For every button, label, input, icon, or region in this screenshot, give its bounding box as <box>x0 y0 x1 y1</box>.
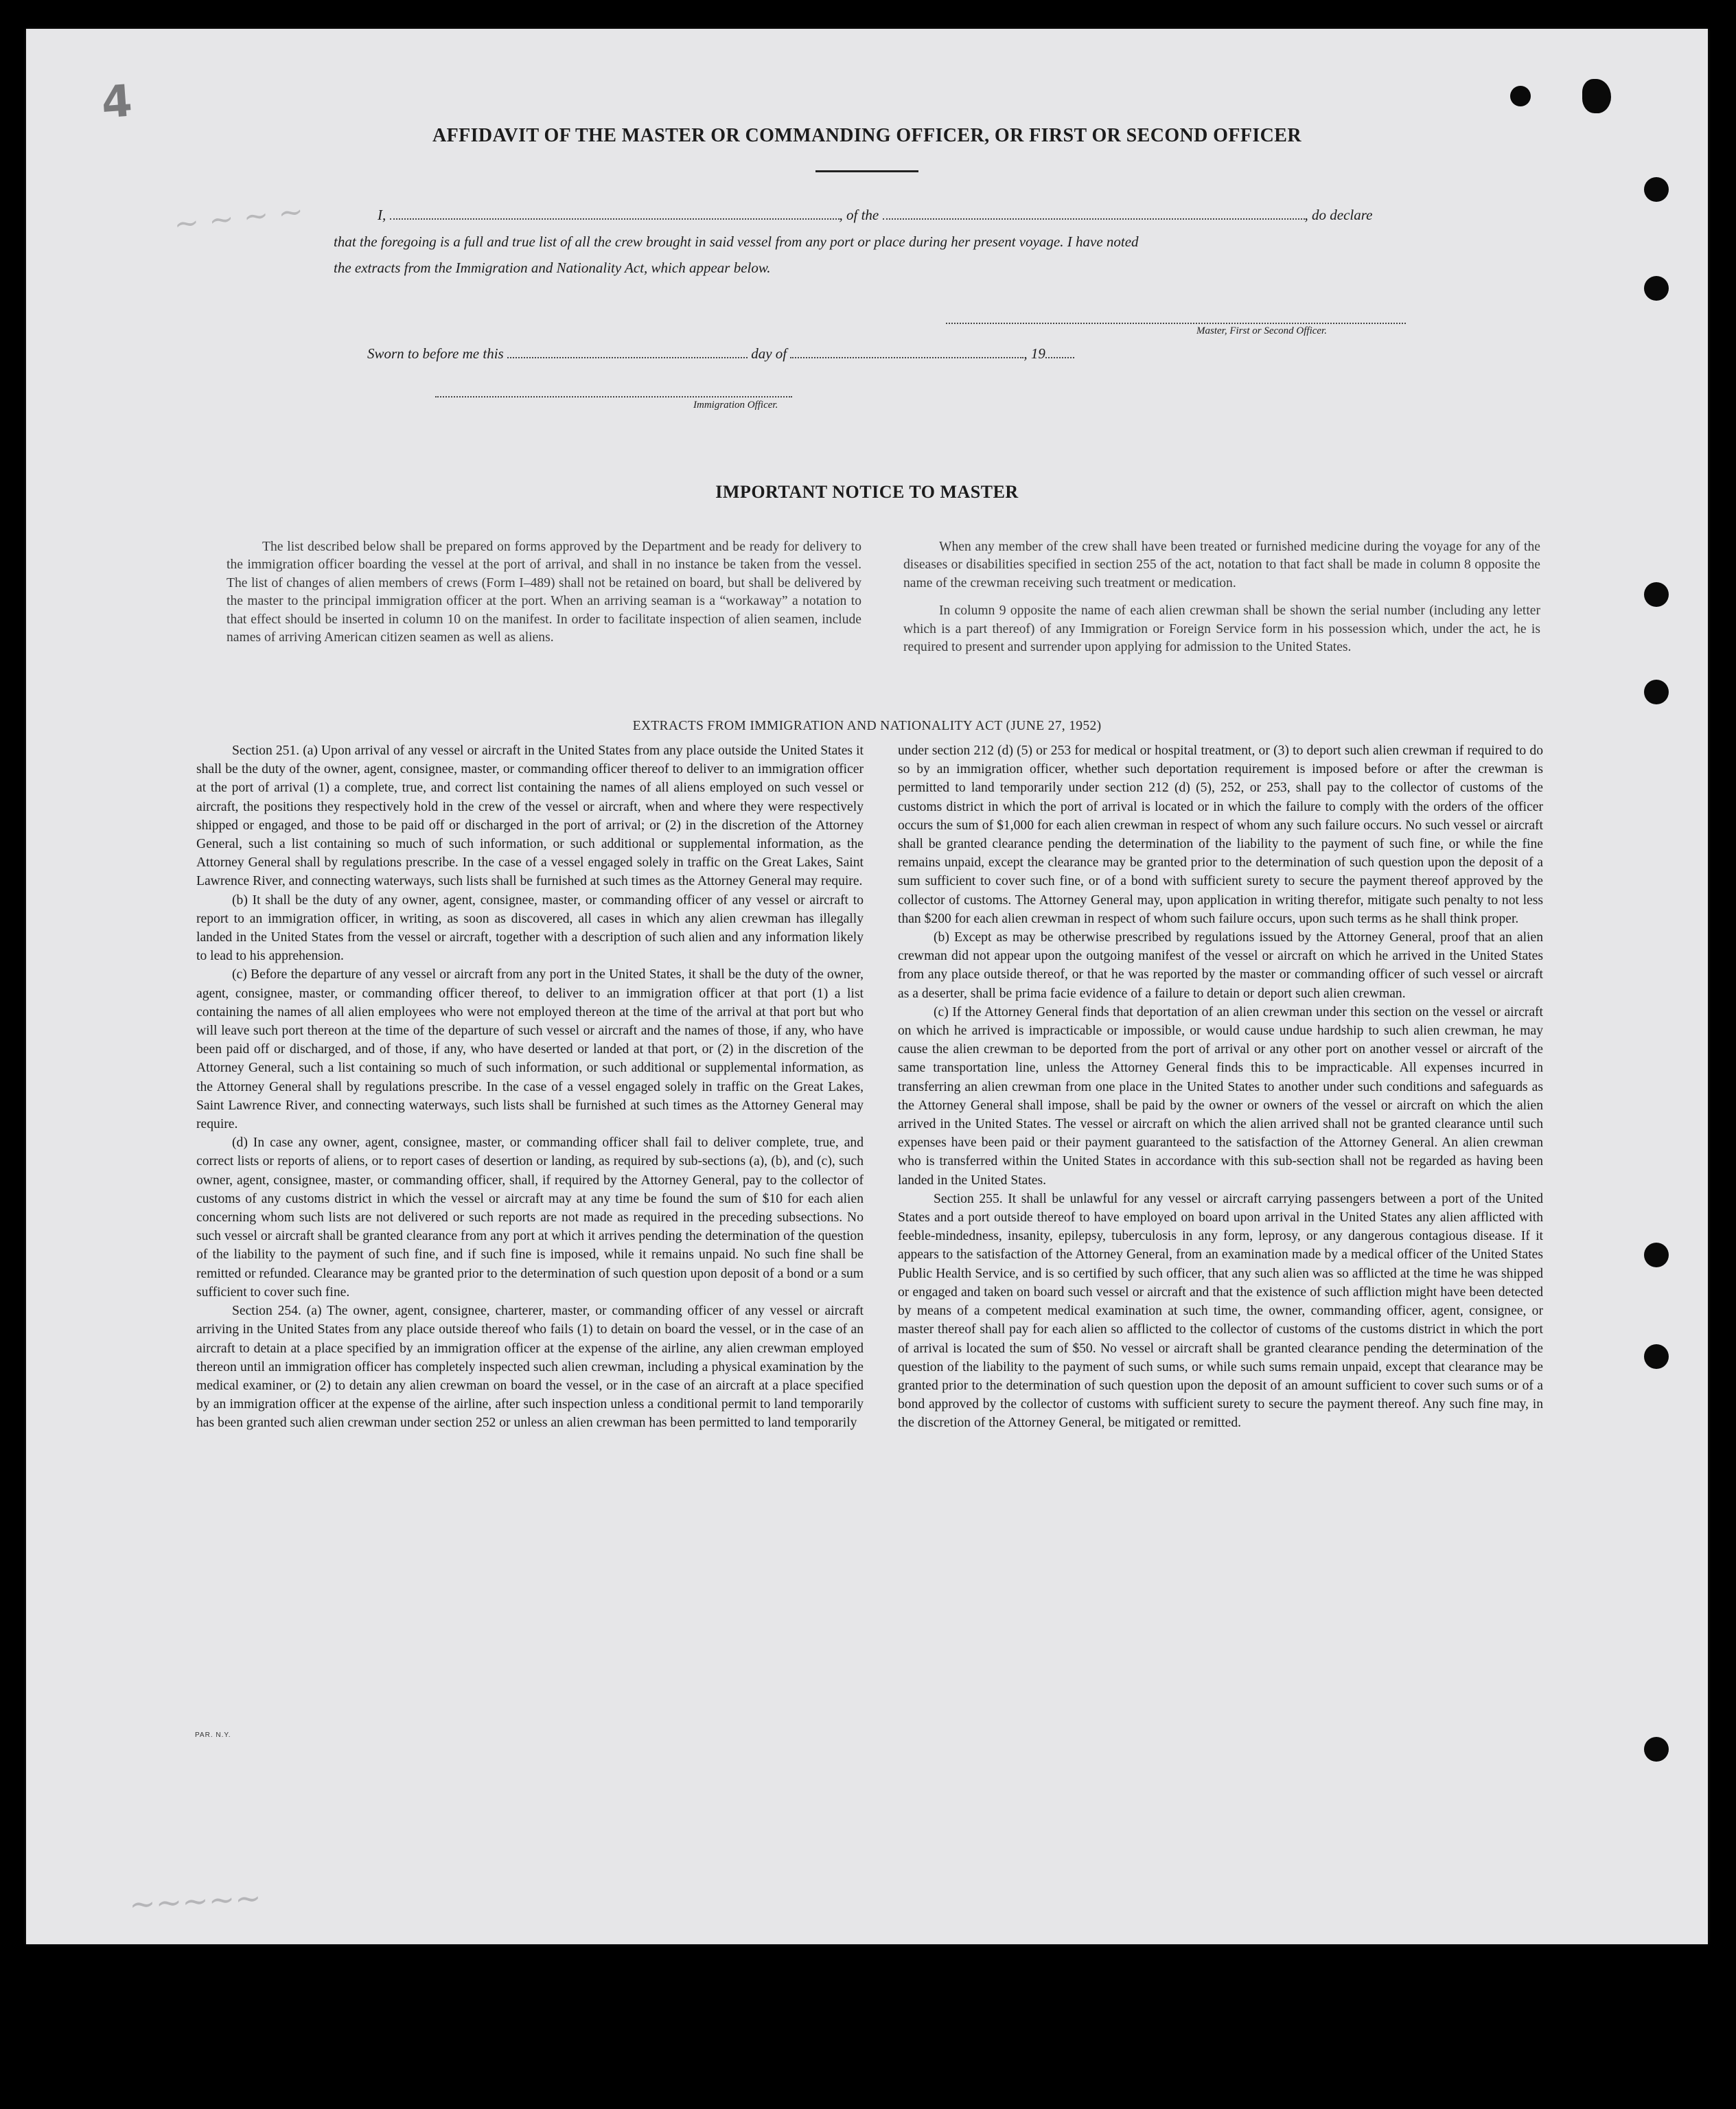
sworn-line <box>367 345 1074 362</box>
notice-paragraph: The list described below shall be prepared on forms approved by the Department and be ready for delivery to the immigration officer boarding the vessel at the port of arrival, and shall in no instance be taken from the vessel. The list of changes of alien members of crews (Form I–489) shall not be retained on board, but shall be delivered by the master to the principal immigration officer at the port. When an arriving seaman is a “workaway” a notation to that effect should be inserted in column 10 on the manifest. In order to facilitate inspection of alien seamen, include names of arriving American citizen seamen as well as aliens. <box>227 540 861 645</box>
notice-paragraph: When any member of the crew shall have been treated or furnished medicine during the voyage for any of the diseases or disabilities specified in section 255 of the act, notation to that fact shall be made in column 8 opposite the name of the crewman receiving such treatment or medication. <box>903 540 1540 590</box>
punch-hole <box>1644 1344 1669 1369</box>
master-signature-line[interactable] <box>946 323 1406 324</box>
extracts-right-column <box>898 741 1543 1433</box>
section-251-b: (b) It shall be the duty of any owner, agent, consignee, master, or commanding officer of any vessel or aircraft to report to an immigration officer, in writing, as soon as discovered, all cases in which any alien crewman has illegally landed in the United States from the vessel or aircraft, together with a description of such alien and any information likely to lead to his apprehension. <box>196 892 864 964</box>
notice-left-column <box>227 538 861 656</box>
punch-hole <box>1644 276 1669 301</box>
declarant-prefix: I, <box>378 207 386 223</box>
notice-paragraph: In column 9 opposite the name of each alien crewman shall be shown the serial number (including any letter which is a part thereof) of any Immigration or Foreign Service form in his possession which, under the act, he is required to present and surrender upon applying for admission to the United States. <box>903 603 1540 655</box>
section-251-a: Section 251. (a) Upon arrival of any vessel or aircraft in the United States from any place outside the United States it shall be the duty of the owner, agent, consignee, master, or commanding officer thereof to deliver to an immigration officer at the port of arrival (1) a complete, true, and correct list containing the names of all aliens employed on such vessel or aircraft, the positions they respectively hold in the crew of the vessel or aircraft, when and where they were respectively shipped or engaged, and those to be paid off or discharged in the port of arrival; or (2) in the discretion of the Attorney General, such a list containing so much of such information, or such additional or supplemental information, as the Attorney General shall by regulations prescribe. In the case of a vessel engaged solely in traffic on the Great Lakes, Saint Lawrence River, and connecting waterways, such lists shall be furnished at such times as the Attorney General may require. <box>196 744 864 889</box>
punch-hole <box>1644 1737 1669 1762</box>
notice-right-column <box>903 538 1540 666</box>
punch-hole <box>1644 680 1669 704</box>
punch-hole <box>1644 177 1669 202</box>
title-divider <box>815 170 918 172</box>
pencil-annotation: ~ ~ ~ ~ <box>172 194 305 242</box>
affidavit-title: AFFIDAVIT OF THE MASTER OR COMMANDING OFFICER, OR FIRST OR SECOND OFFICER <box>432 125 1301 146</box>
declarant-name-field[interactable] <box>390 206 840 220</box>
printer-mark: PAR. N.Y. <box>195 1731 231 1739</box>
sworn-label: Sworn to before me this <box>367 345 504 362</box>
section-255: Section 255. It shall be unlawful for any vessel or aircraft carrying passengers between a port of the United States and a port outside thereof to have employed on board upon arrival in the United States any alien afflicted with feeble-mindedness, insanity, epilepsy, tuberculosis in any form, leprosy, or any dangerous contagious disease. If it appears to the satisfaction of the Attorney General, from an examination made by a medical officer of the United States Public Health Service, and is so certified by such officer, that any such alien was so afflicted at the time he was shipped or engaged and taken on board such vessel or aircraft and that the existence of such affliction might have been detected by means of a competent medical examination at such time, the owner, commanding officer, agent, consignee, or master thereof shall pay for each alien so afflicted to the collector of customs of the customs district in which the port of arrival is located the sum of $50. No vessel or aircraft shall be granted clearance pending the determination of the question of the liability to the payment of such sums, or while such sums remain unpaid, except that clearance may be granted prior to the determination of such question upon the deposit of an amount sufficient to cover such sums or of a bond approved by the collector of customs with sufficient surety to secure the payment thereof. Any such fine may, in the discretion of the Attorney General, be mitigated or remitted. <box>898 1191 1543 1431</box>
punch-hole <box>1644 582 1669 607</box>
pencil-annotation: ~~~~~ <box>128 1878 262 1924</box>
affidavit-text-line: the extracts from the Immigration and Nationality Act, which appear below. <box>334 260 771 276</box>
immigration-officer-label: Immigration Officer. <box>693 400 778 411</box>
section-254-a: Section 254. (a) The owner, agent, consignee, charterer, master, or commanding officer of any vessel or aircraft arriving in the United States from any place outside thereof who fails (1) to detain on board the vessel, or in the case of an aircraft to detain at a place specified by an immigration officer at the expense of the airline, any alien crewman employed thereon until an immigration officer has completely inspected such alien crewman, including a physical examination by the medical examiner, or (2) to detain any alien crewman on board the vessel, or in the case of an aircraft at a place specified by an immigration officer at the expense of the airline, after such inspection unless a conditional permit to land temporarily has been granted such alien crewman under section 252 or unless an alien crewman has been permitted to land temporarily <box>196 1304 864 1431</box>
extracts-heading: EXTRACTS FROM IMMIGRATION AND NATIONALITY ACT (JUNE 27, 1952) <box>632 719 1102 733</box>
day-of-label: day of <box>751 345 787 362</box>
affidavit-declaration-line <box>378 206 1372 224</box>
affidavit-text-line: that the foregoing is a full and true list of all the crew brought in said vessel from any port or place during her present voyage. I have noted <box>334 233 1139 250</box>
notice-heading: IMPORTANT NOTICE TO MASTER <box>715 482 1019 502</box>
sworn-day-field[interactable] <box>507 345 748 358</box>
year-prefix: , 19 <box>1023 345 1045 362</box>
master-signature-label: Master, First or Second Officer. <box>1196 325 1327 336</box>
section-251-c: (c) Before the departure of any vessel or aircraft from any port in the United States, it shall be the duty of the owner, agent, consignee, master, or commanding officer thereof, to deliver to an immigration officer at that port (1) a list containing the names of all alien employees who were not employed thereon at the time of the arrival at that port but who will leave such port thereon at the time of the departure of such vessel or aircraft and the names of those, if any, who have been paid off or discharged, and of those, if any, who have deserted or landed at that port, or (2) in the discretion of the Attorney General, such a list containing so much of such information, or such additional or supplemental information, as the Attorney General shall by regulations prescribe. In the case of a vessel engaged solely in traffic on the Great Lakes, Saint Lawrence River, and connecting waterways, such lists shall be furnished at such times as the Attorney General may require. <box>196 967 864 1132</box>
punch-hole <box>1644 1243 1669 1267</box>
extracts-left-column <box>196 741 864 1433</box>
do-declare-label: , do declare <box>1304 207 1373 223</box>
vessel-name-field[interactable] <box>883 206 1305 220</box>
punch-hole <box>1510 86 1531 106</box>
section-254-a-continued: under section 212 (d) (5) or 253 for medical or hospital treatment, or (3) to deport such alien crewman if required to do so by an immigration officer, whether such deportation requirement is imposed before or after the crewman is permitted to land temporarily under section 212 (d) (5), 252, or 253, shall pay to the collector of customs of the customs district in which the port of arrival is located or in which the failure to comply with the orders of the officer occurs the sum of $1,000 for each alien crewman in respect of whom any such failure occurs. No such vessel or aircraft shall be granted clearance pending the determination of the liability to the payment of such fine, or while the fine remains unpaid, except the clearance may be granted prior to the determination of such question upon the deposit of a sum sufficient to cover such fine, or of a bond with sufficient surety to secure the payment thereof approved by the collector of customs. The Attorney General may, upon application in writing therefor, mitigate such penalty to not less than $200 for each alien crewman in respect of whom such failure occurs, upon such terms as he shall think proper. <box>898 744 1543 926</box>
immigration-officer-signature-line[interactable] <box>435 396 792 397</box>
section-254-c: (c) If the Attorney General finds that deportation of an alien crewman under this section on the vessel or aircraft on which he arrived is impracticable or impossible, or would cause undue hardship to such alien crewman, he may cause the alien crewman to be deported from the port of arrival or any other port on another vessel or aircraft of the same transportation line, unless the Attorney General finds this to be impracticable. All expenses incurred in transferring an alien crewman from one place in the United States to another under such conditions and safeguards as the Attorney General shall impose, shall be paid by the owner or owners of the vessel or aircraft on which the alien arrived in the United States. The vessel or aircraft on which the alien arrived shall not be granted clearance until such expenses have been paid or their payment guaranteed to the satisfaction of the Attorney General. An alien crewman who is transferred within the United States in accordance with this sub-section shall not be regarded as having been landed in the United States. <box>898 1004 1543 1188</box>
section-251-d: (d) In case any owner, agent, consignee, master, or commanding officer shall fail to deliver complete, true, and correct lists or reports of aliens, or to report cases of desertion or landing, as required by sub-sections (a), (b), and (c), such owner, agent, consignee, master, or commanding officer, shall, if required by the Attorney General, pay to the collector of customs of any customs district in which the vessel or aircraft may at any time be found the sum of $10 for each alien concerning whom such lists are not delivered or such reports are not made as required in the preceding subsections. No such vessel or aircraft shall be granted clearance from any port at which it arrives pending the determination of the question of the liability to the payment of such fine, and if such fine is imposed, while it remains unpaid. No such fine shall be remitted or refunded. Clearance may be granted prior to the determination of such question upon deposit of a bond or a sum sufficient to cover such fine. <box>196 1136 864 1300</box>
sworn-year-field[interactable] <box>1045 345 1074 358</box>
sworn-month-field[interactable] <box>790 345 1023 358</box>
affidavit-page <box>26 29 1708 1944</box>
page-number-stamp: 4 <box>100 76 135 129</box>
section-254-b: (b) Except as may be otherwise prescribed by regulations issued by the Attorney General, proof that an alien crewman did not appear upon the outgoing manifest of the vessel or aircraft on which he arrived in the United States from any place outside thereof, or that he was reported by the master or commanding officer of such vessel or aircraft as a deserter, shall be prima facie evidence of a failure to detain or deport such alien crewman. <box>898 930 1543 1001</box>
of-the-label: , of the <box>839 207 879 223</box>
punch-hole <box>1582 79 1611 113</box>
